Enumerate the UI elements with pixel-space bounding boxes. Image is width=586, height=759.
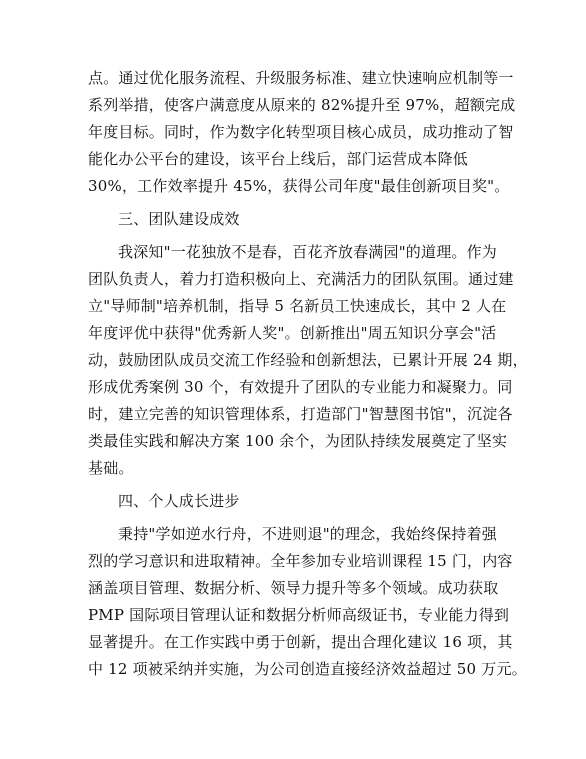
text-line: 30%，工作效率提升 45%，获得公司年度"最佳创新项目奖"。 bbox=[88, 177, 510, 195]
text-line: 立"导师制"培养机制，指导 5 名新员工快速成长，其中 2 人在 bbox=[88, 297, 507, 315]
text-line: PMP 国际项目管理认证和数据分析师高级证书，专业能力得到 bbox=[88, 606, 510, 624]
text-line: 中 12 项被采纳并实施，为公司创造直接经济效益超过 50 万元。 bbox=[88, 660, 527, 678]
text-line: 点。通过优化服务流程、升级服务标准、建立快速响应机制等一 bbox=[88, 69, 514, 87]
text-line: 年度评优中获得"优秀新人奖"。创新推出"周五知识分享会"活 bbox=[88, 324, 497, 342]
section-heading-personal-growth: 四、个人成长进步 bbox=[118, 492, 240, 510]
text-line: 时，建立完善的知识管理体系，打造部门"智慧图书馆"，沉淀各 bbox=[88, 405, 513, 423]
text-line: 涵盖项目管理、数据分析、领导力提升等多个领域。成功获取 bbox=[88, 579, 499, 597]
text-line: 团队负责人，着力打造积极向上、充满活力的团队氛围。通过建 bbox=[88, 270, 514, 288]
text-line: 显著提升。在工作实践中勇于创新，提出合理化建议 16 项，其 bbox=[88, 633, 513, 651]
paragraph-prev-continued bbox=[88, 65, 516, 200]
text-line: 年度目标。同时，作为数字化转型项目核心成员，成功推动了智 bbox=[88, 123, 514, 141]
text-line: 烈的学习意识和进取精神。全年参加专业培训课程 15 门，内容 bbox=[88, 552, 513, 570]
paragraph-team-building bbox=[88, 239, 528, 482]
paragraph-personal-growth bbox=[88, 521, 527, 683]
text-line: 动，鼓励团队成员交流工作经验和创新想法，已累计开展 24 期， bbox=[88, 351, 528, 369]
text-line: 形成优秀案例 30 个，有效提升了团队的专业能力和凝聚力。同 bbox=[88, 378, 513, 396]
text-line: 系列举措，使客户满意度从原来的 82%提升至 97%，超额完成 bbox=[88, 96, 516, 114]
text-line: 类最佳实践和解决方案 100 余个，为团队持续发展奠定了坚实 bbox=[88, 432, 508, 450]
text-line: 我深知"一花独放不是春，百花齐放春满园"的道理。作为 bbox=[118, 243, 498, 261]
section-heading-team-building: 三、团队建设成效 bbox=[118, 210, 240, 228]
text-line: 能化办公平台的建设，该平台上线后，部门运营成本降低 bbox=[88, 150, 469, 168]
text-line: 秉持"学如逆水行舟，不进则退"的理念，我始终保持着强 bbox=[118, 525, 498, 543]
text-line: 基础。 bbox=[88, 459, 134, 477]
